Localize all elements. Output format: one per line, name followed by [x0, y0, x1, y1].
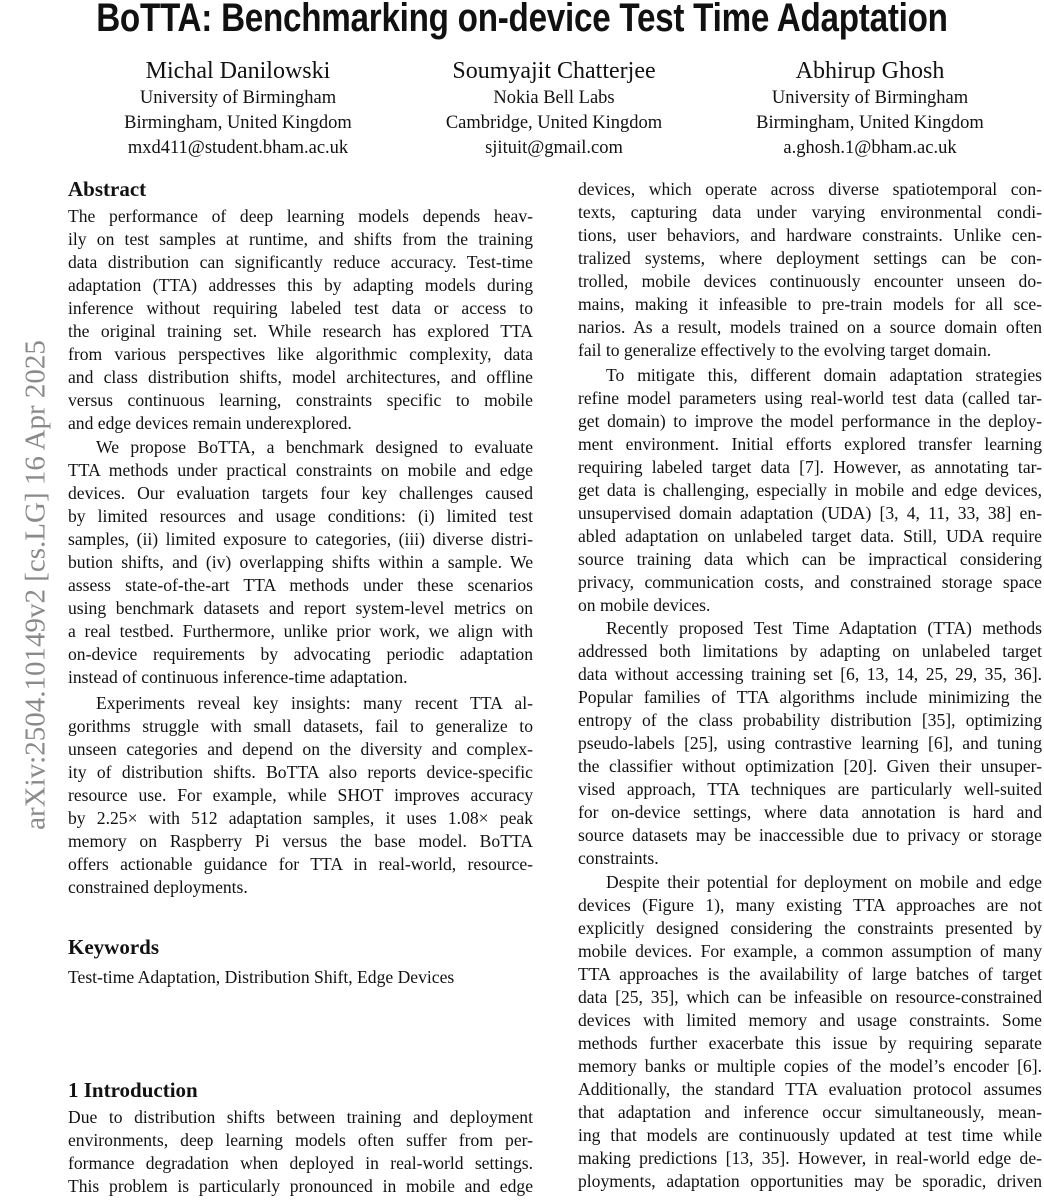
author-location: Cambridge, United Kingdom: [445, 113, 663, 133]
text-line: the original training set. While research has explored TTA: [68, 321, 533, 341]
text-line: Popular families of TTA algorithms include minimizing the: [578, 687, 1042, 707]
text-line: by 2.25× with 512 adaptation samples, it uses 1.08× peak: [68, 808, 533, 828]
text-line: making predictions [13, 35]. However, in real-world edge de-: [578, 1148, 1042, 1168]
text-line: resource use. For example, while SHOT improves accuracy: [68, 785, 533, 805]
text-line: ment environment. Initial efforts explored transfer learning: [578, 434, 1042, 454]
text-line: unsupervised domain adaptation (UDA) [3, 4, 11, 33, 38] en-: [578, 503, 1042, 523]
text-line: devices. Our evaluation targets four key challenges caused: [68, 483, 533, 503]
section-heading: Abstract: [68, 177, 147, 201]
text-line: versus continuous learning, constraints specific to mobile: [68, 390, 533, 410]
author-email: mxd411@student.bham.ac.uk: [127, 138, 349, 158]
author-block: [78, 56, 398, 161]
text-line: for on-device settings, where data annotation is hard and: [578, 802, 1042, 822]
text-line: and class distribution shifts, model architectures, and offline: [68, 367, 533, 387]
text-line: Recently proposed Test Time Adaptation (TTA) methods: [606, 618, 1042, 638]
text-line: narios. As a result, models trained on a source domain often: [578, 317, 1042, 337]
paper-title: [0, 0, 1044, 41]
paragraph: [68, 1106, 533, 1198]
text-line: memory on Raspberry Pi versus the base model. BoTTA: [68, 831, 533, 851]
text-line: privacy, communication costs, and constrained storage space: [578, 572, 1042, 592]
text-line: To mitigate this, different domain adaptation strategies: [606, 365, 1042, 385]
text-line: addressed both limitations by adapting on unlabeled target: [578, 641, 1042, 661]
paragraph: [578, 617, 1042, 870]
text-line: gorithms struggle with small datasets, fail to generalize to: [68, 716, 533, 736]
text-line: bution shifts, and (iv) overlapping shifts within a sample. We: [68, 552, 533, 572]
text-line: the classifier without optimization [20]. Given their unsuper-: [578, 756, 1042, 776]
text-line: get data is challenging, especially in mobile and edge devices,: [578, 480, 1042, 500]
text-line: ployments, adaptation opportunities may be sporadic, driven: [578, 1171, 1042, 1191]
text-line: that adaptation and inference occur simultaneously, mean-: [578, 1102, 1042, 1122]
text-line: methods further exacerbate this issue by requiring separate: [578, 1033, 1042, 1053]
text-line: pseudo-labels [25], using contrastive learning [6], and tuning: [578, 733, 1042, 753]
text-line: abled adaptation on unlabeled target data. Still, UDA require: [578, 526, 1042, 546]
text-line: TTA approaches is the availability of large batches of target: [578, 964, 1042, 984]
text-line: a real testbed. Furthermore, unlike prior work, we align with: [68, 621, 533, 641]
text-line: get domain) to improve the model performance in the deploy-: [578, 411, 1042, 431]
text-line: vised approach, TTA techniques are particularly well-suited: [578, 779, 1042, 799]
text-line: data distribution can significantly reduce accuracy. Test-time: [68, 252, 533, 272]
text-line: explicitly designed considering the constraints presented by: [578, 918, 1042, 938]
text-line: source datasets may be inaccessible due to privacy or storage: [578, 825, 1042, 845]
paragraph: [578, 178, 1042, 362]
text-line: Despite their potential for deployment on mobile and edge: [606, 872, 1042, 892]
author-name: Michal Danilowski: [145, 58, 331, 84]
paragraph: [68, 436, 533, 689]
text-line: from various perspectives like algorithmic complexity, data: [68, 344, 533, 364]
text-line: on-device requirements by advocating periodic adaptation: [68, 644, 533, 664]
text-line: assess state-of-the-art TTA methods under these scenarios: [68, 575, 533, 595]
author-affiliation: University of Birmingham: [139, 88, 337, 108]
text-line: refine model parameters using real-world test data (called tar-: [578, 388, 1042, 408]
text-line: Experiments reveal key insights: many recent TTA al-: [96, 693, 533, 713]
author-block: [710, 56, 1030, 161]
text-line: by limited resources and usage conditions: (i) limited test: [68, 506, 533, 526]
text-line: using benchmark datasets and report system-level metrics on: [68, 598, 533, 618]
arxiv-identifier: arXiv:2504.10149v2 [cs.LG] 16 Apr 2025: [19, 340, 52, 830]
author-block: [394, 56, 714, 161]
text-line: mobile devices. For example, a common assumption of many: [578, 941, 1042, 961]
text-line: devices (Figure 1), many existing TTA approaches are not: [578, 895, 1042, 915]
author-affiliation: Nokia Bell Labs: [493, 88, 615, 108]
text-line: tralized systems, where deployment settings can be con-: [578, 248, 1042, 268]
text-line: constraints.: [578, 848, 659, 868]
text-line: offers actionable guidance for TTA in real-world, resource-: [68, 854, 533, 874]
text-line: texts, capturing data under varying environmental condi-: [578, 202, 1042, 222]
text-line: tions, user behaviors, and hardware constraints. Unlike cen-: [578, 225, 1042, 245]
text-line: inference without requiring labeled test data or access to: [68, 298, 533, 318]
text-line: unseen categories and depend on the diversity and complex-: [68, 739, 533, 759]
text-line: fail to generalize effectively to the evolving target domain.: [578, 340, 992, 360]
text-line: Additionally, the standard TTA evaluation protocol assumes: [578, 1079, 1042, 1099]
text-line: mains, making it infeasible to pre-train models for all sce-: [578, 294, 1042, 314]
text-line: on mobile devices.: [578, 595, 711, 615]
text-line: source training data which can be impractical considering: [578, 549, 1042, 569]
text-line: data without accessing training set [6, 13, 14, 25, 29, 35, 36].: [578, 664, 1042, 684]
text-line: constrained deployments.: [68, 877, 248, 897]
text-line: This problem is particularly pronounced in mobile and edge: [68, 1176, 533, 1196]
text-line: ing that models are continuously updated at test time while: [578, 1125, 1042, 1145]
text-line: instead of continuous inference-time adaptation.: [68, 667, 408, 687]
paragraph: [68, 205, 533, 435]
text-line: formance degradation when deployed in real-world settings.: [68, 1153, 533, 1173]
section-heading: Keywords: [68, 935, 159, 959]
paragraph: [68, 966, 533, 989]
text-line: TTA methods under practical constraints on mobile and edge: [68, 460, 533, 480]
author-email: sjituit@gmail.com: [485, 138, 623, 158]
paragraph: [578, 871, 1042, 1193]
text-line: Due to distribution shifts between training and deployment: [68, 1107, 533, 1127]
paper-title-text: BoTTA: Benchmarking on-device Test Time Adaptation: [96, 0, 948, 40]
text-line: environments, deep learning models often suffer from per-: [68, 1130, 533, 1150]
section-heading: 1 Introduction: [68, 1078, 198, 1102]
text-line: Test-time Adaptation, Distribution Shift, Edge Devices: [68, 967, 455, 987]
text-line: adaptation (TTA) addresses this by adapting models during: [68, 275, 533, 295]
text-line: and edge devices remain underexplored.: [68, 413, 352, 433]
text-line: ity of distribution shifts. BoTTA also reports device-specific: [68, 762, 533, 782]
author-email: a.ghosh.1@bham.ac.uk: [783, 138, 957, 158]
author-location: Birmingham, United Kingdom: [124, 113, 352, 133]
author-location: Birmingham, United Kingdom: [756, 113, 984, 133]
text-line: memory banks or multiple copies of the model’s encoder [6].: [578, 1056, 1042, 1076]
author-affiliation: University of Birmingham: [771, 88, 969, 108]
paragraph: [578, 364, 1042, 617]
text-line: entropy of the class probability distribution [35], optimizing: [578, 710, 1042, 730]
author-name: Soumyajit Chatterjee: [452, 58, 656, 84]
text-line: devices with limited memory and usage constraints. Some: [578, 1010, 1042, 1030]
text-line: ily on test samples at runtime, and shifts from the training: [68, 229, 533, 249]
text-line: requiring labeled target data [7]. However, as annotating tar-: [578, 457, 1042, 477]
text-line: data [25, 35], which can be infeasible on resource-constrained: [578, 987, 1042, 1007]
text-line: We propose BoTTA, a benchmark designed to evaluate: [96, 437, 533, 457]
text-line: The performance of deep learning models depends heav-: [68, 206, 533, 226]
paragraph: [68, 692, 533, 899]
text-line: samples, (ii) limited exposure to categories, (iii) diverse distri-: [68, 529, 533, 549]
author-name: Abhirup Ghosh: [795, 58, 945, 84]
text-line: trolled, mobile devices continuously encounter unseen do-: [578, 271, 1042, 291]
text-line: devices, which operate across diverse spatiotemporal con-: [578, 179, 1042, 199]
